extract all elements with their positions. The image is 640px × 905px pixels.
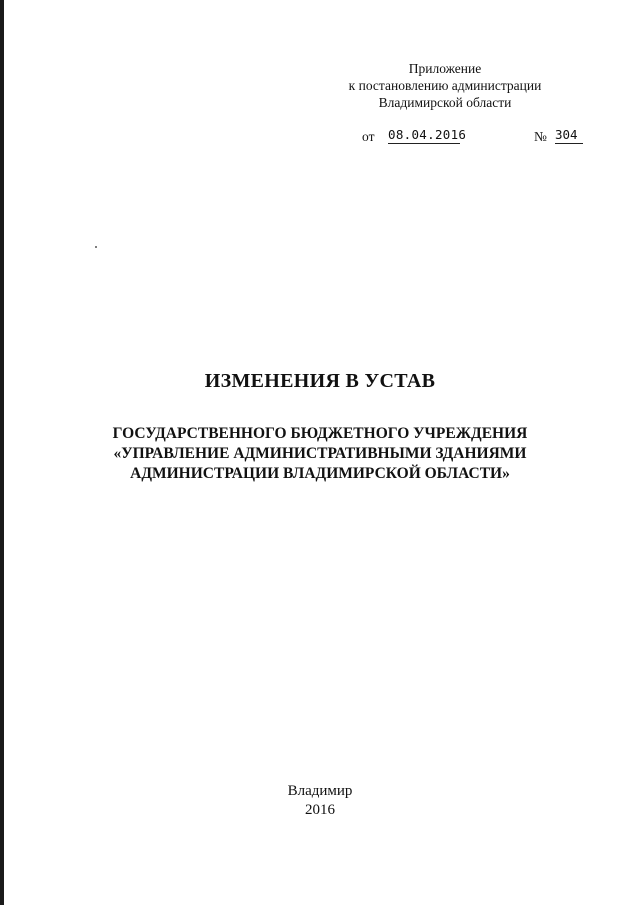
appendix-block: [330, 60, 560, 111]
subtitle-line-1: ГОСУДАРСТВЕННОГО БЮДЖЕТНОГО УЧРЕЖДЕНИЯ: [112, 425, 528, 442]
appendix-line-1: Приложение: [408, 61, 482, 76]
registration-line: [362, 127, 602, 147]
subtitle-line-2: «УПРАВЛЕНИЕ АДМИНИСТРАТИВНЫМИ ЗДАНИЯМИ: [113, 445, 527, 462]
document-subtitle: [0, 424, 640, 484]
appendix-line-3: Владимирской области: [378, 95, 512, 110]
footer-city: Владимир: [287, 783, 353, 799]
subtitle-line-3: АДМИНИСТРАЦИИ ВЛАДИМИРСКОЙ ОБЛАСТИ»: [130, 465, 510, 482]
footer-year: 2016: [305, 802, 335, 818]
registration-date: 08.04.2016: [388, 127, 467, 142]
from-label: от: [362, 129, 375, 144]
registration-number: 304: [555, 127, 583, 144]
document-footer: [0, 782, 640, 820]
scan-speck: [95, 246, 97, 248]
appendix-line-2: к постановлению администрации: [348, 78, 542, 93]
document-title: ИЗМЕНЕНИЯ В УСТАВ: [204, 370, 436, 392]
number-label: №: [534, 129, 547, 144]
